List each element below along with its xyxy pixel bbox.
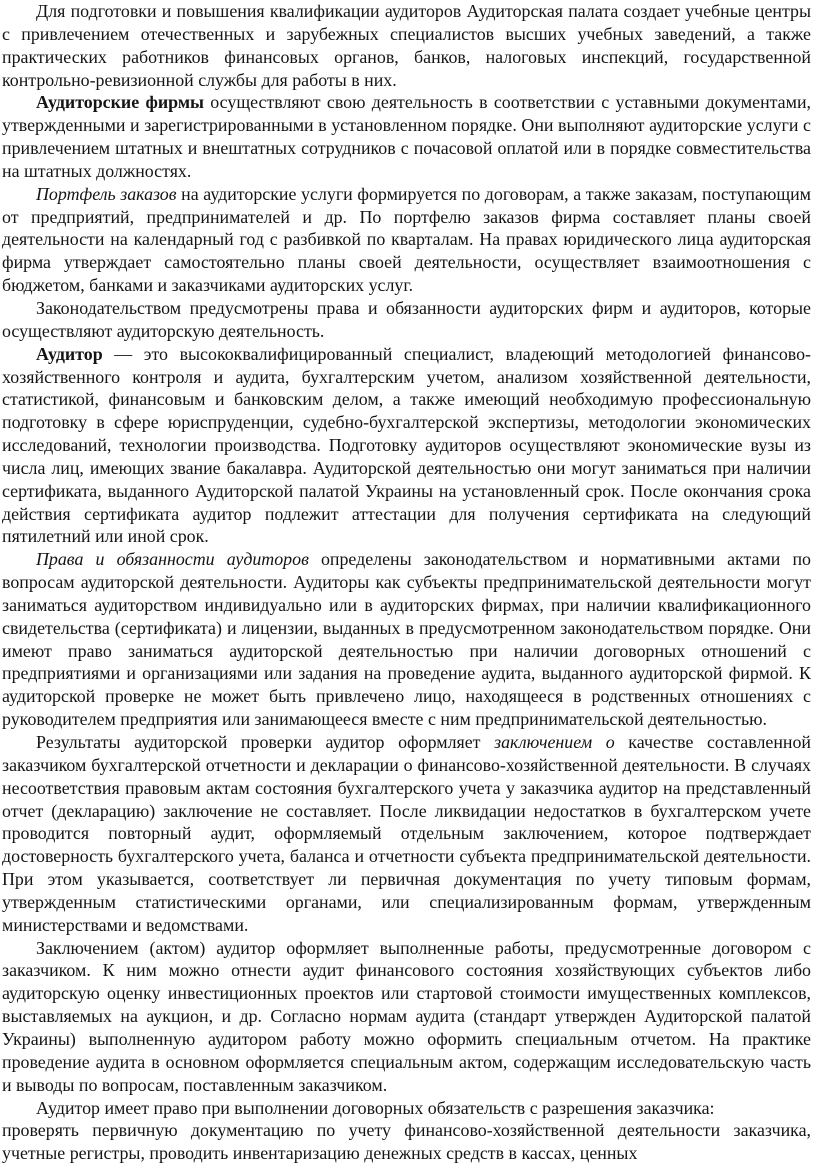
paragraph-auditor-rights — [2, 1097, 811, 1120]
paragraph-text: определены законодательством и нормативными актами по вопросам аудиторской деятельности. Аудиторы как субъекты предпринимательской деятельности могут заниматься аудиторством индивидуально или в аудиторских фирмах, при наличии квалификационного свидетельства (сертификата) и лицензии, выданных в предусмотренном законодательством порядке. Они имеют право заниматься аудиторской деятельностью при наличии договорных отношений с предприятиями и организациями или задания на проведение аудита, выданного аудиторской фирмой. К аудиторской проверке не может быть привлечено лицо, находящееся в родственных отношениях с руководителем предприятия или занимающееся вместе с ним предпринимательской деятельностью. — [2, 549, 811, 730]
paragraph-audit-firms — [2, 91, 811, 182]
term-audit-firms: Аудиторские фирмы — [36, 92, 204, 113]
paragraph-text: проверять первичную документацию по учету финансово-хозяйственной деятельности заказчика, учетные регистры, проводить инвентаризацию денежных средств в кассах, ценных — [2, 1120, 811, 1164]
paragraph-order-portfolio — [2, 183, 811, 297]
paragraph-audit-results — [2, 731, 811, 937]
term-conclusion: заключением о — [494, 732, 615, 752]
paragraph-text: Для подготовки и повышения квалификации аудиторов Аудиторская палата создает учебные центры с привлечением отечественных и зарубежных специалистов высших учебных заведений, а также практических работников финансовых органов, банков, налоговых инспекций, государственной контрольно-ревизионной службы для работы в них. — [2, 1, 811, 90]
paragraph-conclusion-act — [2, 937, 811, 1097]
paragraph-text: — это высококвалифицированный специалист, владеющий методологией финансово-хозяйственного контроля и аудита, бухгалтерским учетом, анализом хозяйственной деятельности, статистикой, финансовым и банковским делом, а также имеющий необходимую профессиональную подготовку в сфере юриспруденции, судебно-бухгалтерской экспертизы, методологии экономических исследований, технологии производства. Подготовку аудиторов осуществляют экономические вузы из числа лиц, имеющих звание бакалавра. Аудиторской деятельностью они могут заниматься при наличии сертификата, выданного Аудиторской палатой Украины на установленный срок. После окончания срока действия сертификата аудитор подлежит аттестации для получения сертификата на следующий пятилетний или иной срок. — [2, 343, 811, 547]
paragraph-training-centers — [2, 0, 811, 91]
paragraph-text: Заключением (актом) аудитор оформляет выполненные работы, предусмотренные договором с заказчиком. К ним можно отнести аудит финансового состояния хозяйствующих субъектов либо аудиторскую оценку инвестиционных проектов или стартовой стоимости имущественных комплексов, выставляемых на аукцион, и др. Согласно нормам аудита (стандарт утвержден Аудиторской палатой Украины) выполненную аудитором работу можно оформить специальным отчетом. На практике проведение аудита в основном оформляется специальным актом, содержащим исследовательскую часть и выводы по вопросам, поставленным заказчиком. — [2, 937, 811, 1095]
paragraph-text: качестве составленной заказчиком бухгалтерской отчетности и декларации о финансово-хозяйственной деятельности. В случаях несоответствия правовым актам состояния бухгалтерского учета у заказчика аудитор на представленный отчет (декларацию) заключение не составляет. После ликвидации недостатков в бухгалтерском учете проводится повторный аудит, оформляемый отдельным заключением, которое подтверждает достоверность бухгалтерского учета, баланса и отчетности субъекта предпринимательской деятельности. При этом указывается, соответствует ли первичная документация по учету типовым формам, утвержденным статистическими органами, или специализированным формам, утвержденным министерствами и ведомствами. — [2, 732, 811, 935]
paragraph-rights-duties — [2, 548, 811, 731]
paragraph-text: Аудитор имеет право при выполнении договорных обязательств с разрешения заказчика: — [36, 1097, 715, 1118]
paragraph-text: Законодательством предусмотрены права и обязанности аудиторских фирм и аудиторов, которые осуществляют аудиторскую деятельность. — [2, 297, 811, 341]
term-order-portfolio: Портфель заказов — [36, 183, 177, 204]
paragraph-lead-text: Результаты аудиторской проверки аудитор оформляет — [36, 732, 495, 752]
paragraph-check-documents — [2, 1119, 811, 1165]
term-rights-duties: Права и обязанности аудиторов — [36, 549, 309, 570]
paragraph-text: на аудиторские услуги формируется по договорам, а также заказам, поступающим от предприятий, предпринимателей и др. По портфелю заказов фирма составляет планы своей деятельности на календарный год с разбивкой по кварталам. На правах юридического лица аудиторская фирма утверждает самостоятельно планы своей деятельности, осуществляет взаимоотношения с бюджетом, банками и заказчиками аудиторских услуг. — [2, 183, 811, 296]
paragraph-legislation — [2, 297, 811, 343]
paragraph-text: осуществляют свою деятельность в соответствии с уставными документами, утвержденными и зарегистрированными в установленном порядке. Они выполняют аудиторские услуги с привлечением штатных и внештатных сотрудников с почасовой оплатой или в порядке совместительства на штатных должностях. — [2, 92, 811, 181]
term-auditor: Аудитор — [36, 343, 103, 364]
paragraph-auditor-definition — [2, 343, 811, 549]
